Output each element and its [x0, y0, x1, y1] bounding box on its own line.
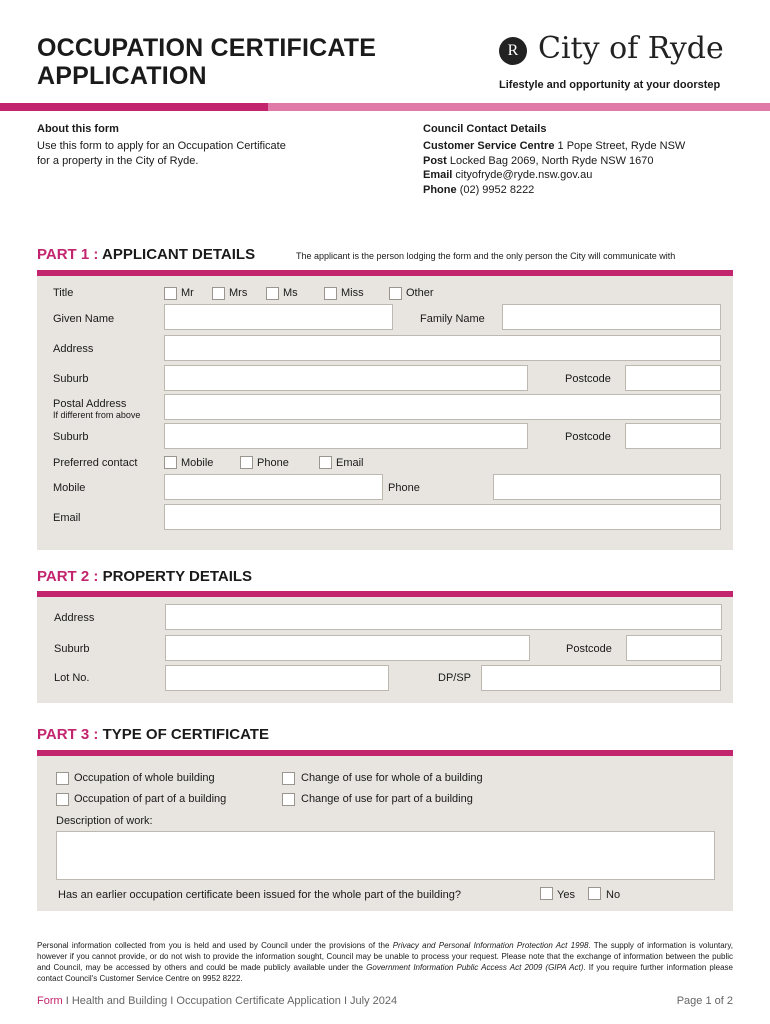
earlier-certificate-no-label: No — [606, 889, 621, 901]
occupation-part-label: Occupation of part of a building — [74, 793, 227, 805]
title-mr-checkbox[interactable] — [164, 287, 177, 300]
lot-label: Lot No. — [54, 672, 90, 684]
dpsp-label: DP/SP — [438, 672, 472, 684]
postcode-label: Postcode — [565, 373, 611, 385]
contact-email-value[interactable]: cityofryde@ryde.nsw.gov.au — [455, 169, 593, 181]
contact-phone-label: Phone — [423, 183, 457, 196]
property-suburb-label: Suburb — [54, 643, 90, 655]
preferred-contact-label: Preferred contact — [53, 457, 138, 469]
dpsp-field[interactable] — [481, 665, 721, 691]
postal-address-field[interactable] — [164, 394, 721, 420]
form-title-line2: APPLICATION — [37, 62, 207, 90]
form-title — [37, 34, 376, 90]
title-miss-label: Miss — [341, 287, 364, 299]
change-use-part-label: Change of use for part of a building — [301, 793, 473, 805]
contact-details — [423, 139, 685, 197]
contact-email-label: Email — [336, 457, 364, 469]
form-reference — [37, 995, 397, 1007]
property-suburb-field[interactable] — [165, 635, 530, 661]
mobile-label: Mobile — [53, 482, 86, 494]
earlier-certificate-yes-checkbox[interactable] — [540, 887, 553, 900]
title-other-label: Other — [406, 287, 434, 299]
privacy-act-name: Privacy and Personal Information Protection Act 1998 — [392, 941, 589, 950]
contact-mobile-label: Mobile — [181, 457, 214, 469]
contact-post-value: Locked Bag 2069, North Ryde NSW 1670 — [449, 154, 654, 167]
form-word: Form — [37, 995, 63, 1007]
description-label: Description of work: — [56, 815, 153, 827]
title-miss-checkbox[interactable] — [324, 287, 337, 300]
postal-address-note: If different from above — [53, 410, 141, 420]
occupation-whole-checkbox[interactable] — [56, 772, 69, 785]
title-other-checkbox[interactable] — [389, 287, 402, 300]
title-mr-label: Mr — [181, 287, 194, 299]
part1-title: APPLICANT DETAILS — [102, 246, 256, 263]
form-title-line1: OCCUPATION CERTIFICATE — [37, 34, 377, 62]
part1-heading — [37, 246, 255, 263]
family-name-label: Family Name — [420, 313, 485, 325]
family-name-field[interactable] — [502, 304, 721, 330]
about-body-line2: for a property in the City of Ryde. — [37, 154, 199, 167]
about-heading: About this form — [37, 123, 119, 135]
part3-number: PART 3 : — [37, 726, 99, 743]
contact-phone-value: (02) 9952 8222 — [459, 183, 535, 196]
contact-email-checkbox[interactable] — [319, 456, 332, 469]
email-label: Email — [53, 512, 81, 524]
contact-heading: Council Contact Details — [423, 123, 547, 135]
part3-title: TYPE OF CERTIFICATE — [102, 726, 269, 743]
privacy-notice — [37, 940, 733, 984]
part2-heading — [37, 568, 252, 585]
postal-address-label: Postal Address — [53, 398, 127, 410]
description-field[interactable] — [56, 831, 715, 880]
title-mrs-label: Mrs — [229, 287, 248, 299]
gipa-act-name: Government Information Public Access Act 2009 (GIPA Act) — [366, 963, 584, 972]
address-field[interactable] — [164, 335, 721, 361]
property-address-field[interactable] — [165, 604, 722, 630]
city-logo-name: City of Ryde — [538, 31, 724, 66]
part1-number: PART 1 : — [37, 246, 99, 263]
postcode-field[interactable] — [625, 365, 721, 391]
postal-suburb-field[interactable] — [164, 423, 528, 449]
change-use-whole-label: Change of use for whole of a building — [301, 772, 483, 784]
earlier-certificate-yes-label: Yes — [557, 889, 575, 901]
about-body — [37, 139, 286, 168]
postal-suburb-label: Suburb — [53, 431, 89, 443]
privacy-text-2: . The supply of information is voluntary, however if you cannot provide, or do not wish to provide the information sought, Council may be unable to process your request. Please note that the exchange of information between the public and Council, may be accessed by others and could be made publicly available under the — [37, 941, 733, 972]
header-divider-light — [268, 103, 770, 111]
contact-email-label: Email — [423, 169, 453, 181]
earlier-certificate-no-checkbox[interactable] — [588, 887, 601, 900]
change-use-part-checkbox[interactable] — [282, 793, 295, 806]
part1-note: The applicant is the person lodging the form and the only person the City will communicate with — [296, 251, 676, 261]
part3-heading — [37, 726, 269, 743]
contact-phone-checkbox[interactable] — [240, 456, 253, 469]
given-name-label: Given Name — [53, 313, 115, 325]
earlier-certificate-question: Has an earlier occupation certificate been issued for the whole part of the building? — [58, 889, 461, 901]
property-postcode-field[interactable] — [626, 635, 722, 661]
mobile-field[interactable] — [164, 474, 383, 500]
email-field[interactable] — [164, 504, 721, 530]
tagline: Lifestyle and opportunity at your doorstep — [499, 79, 721, 91]
occupation-part-checkbox[interactable] — [56, 793, 69, 806]
contact-phone-label: Phone — [257, 457, 289, 469]
part2-title: PROPERTY DETAILS — [102, 568, 253, 585]
phone-label: Phone — [388, 482, 420, 494]
change-use-whole-checkbox[interactable] — [282, 772, 295, 785]
address-label: Address — [53, 343, 94, 355]
contact-csc-value: 1 Pope Street, Ryde NSW — [557, 140, 686, 152]
page-number: Page 1 of 2 — [676, 995, 733, 1007]
title-label: Title — [53, 287, 74, 299]
title-ms-checkbox[interactable] — [266, 287, 279, 300]
suburb-label: Suburb — [53, 373, 89, 385]
part2-number: PART 2 : — [37, 568, 99, 585]
privacy-text-3: . If you require further information please contact Council's Customer Service Centre on 9952 8222. — [37, 963, 734, 983]
about-body-line1: Use this form to apply for an Occupation Certificate — [37, 140, 286, 152]
phone-field[interactable] — [493, 474, 721, 500]
city-logo-icon: R — [499, 37, 527, 65]
form-reference-text: I Health and Building I Occupation Certificate Application I July 2024 — [62, 995, 398, 1007]
given-name-field[interactable] — [164, 304, 393, 330]
postal-postcode-label: Postcode — [565, 431, 611, 443]
lot-field[interactable] — [165, 665, 389, 691]
contact-post-label: Post — [423, 154, 447, 167]
header-divider-dark — [0, 103, 268, 111]
occupation-whole-label: Occupation of whole building — [74, 772, 215, 784]
property-postcode-label: Postcode — [566, 643, 612, 655]
contact-csc-label: Customer Service Centre — [423, 140, 555, 152]
contact-mobile-checkbox[interactable] — [164, 456, 177, 469]
property-address-label: Address — [54, 612, 95, 624]
suburb-field[interactable] — [164, 365, 528, 391]
title-mrs-checkbox[interactable] — [212, 287, 225, 300]
postal-postcode-field[interactable] — [625, 423, 721, 449]
title-ms-label: Ms — [283, 287, 298, 299]
privacy-text-1: Personal information collected from you is held and used by Council under the provisions of the — [37, 941, 393, 950]
